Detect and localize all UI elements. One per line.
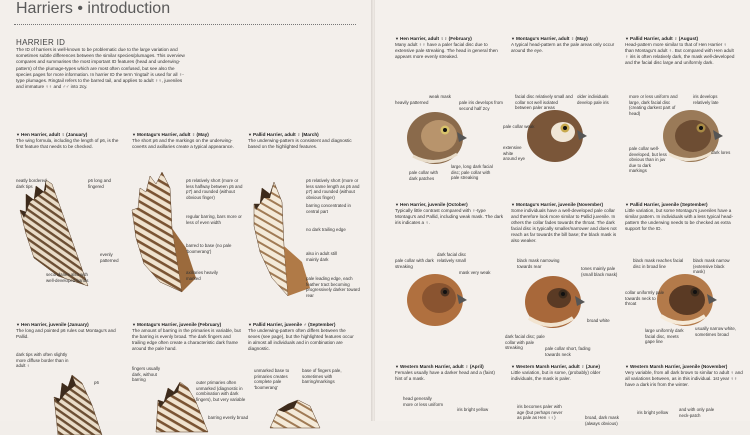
wing-illustration — [150, 382, 210, 432]
annotation: axillaries heavily marked — [186, 270, 218, 281]
annotation: mask very weak — [459, 270, 491, 275]
block-heading: ▼Western Marsh Harrier, adult ♀ (June) — [511, 364, 600, 369]
block-body: The short p6 and the markings on the underwing-coverts and axillaries create a typical appearance. — [132, 138, 234, 149]
left-page — [0, 0, 372, 421]
annotation: dark lores — [711, 150, 731, 155]
annotation: pale leading edge, each feather tract becoming progressively darker toward rear — [306, 276, 360, 298]
annotation: regular barring, bars more or less of even width — [186, 214, 242, 225]
block-heading: ▼Hen Harrier, juvenile (October) — [395, 202, 468, 207]
intro-paragraph: The ID of harriers is well-known to be problematic due to the large variation and sometimes subtle differences between the similar species/plumages. This overview compares and summarises the most important ID features (head and underwing-pattern) of the plumage-types which are most often confused, but see also the species pages for more information. In harrier ID the term 'ringtail' is used for all ♀-type plumages. Ringtail refers to the barred tail, and applies to adult ♀♀, juveniles and immature ♀♀ and ♂♂ into 2cy. — [16, 47, 185, 90]
annotation: facial disc relatively small and collar not well isolated between paler areas — [515, 94, 573, 111]
annotation: barring evenly broad — [208, 415, 249, 420]
block-body: Typically little contrast compared with ♀-type Montagu's and Pallid, including weak mask. The dark iris indicates a ♀. — [395, 208, 504, 225]
block-heading: ▼Montagu's Harrier, juvenile (February) — [132, 322, 222, 327]
harrier-head-illustration — [523, 270, 585, 332]
annotation: iris becomes paler with age (but perhaps never as pale as Hen ♀♀) — [517, 404, 563, 421]
annotation: p6 long and fingered — [88, 178, 111, 189]
wing-illustration — [52, 375, 112, 435]
block-heading: ▼Hen Harrier, adult ♀ (January) — [16, 132, 88, 137]
block-heading: ▼Pallid Harrier, adult ♀ (March) — [248, 132, 319, 137]
harrier-head-illustration — [405, 106, 467, 168]
block-body: Many adult ♀♀ have a paler facial disc due to extensive pale streaking. The head in general then appears more evenly streaked. — [395, 42, 498, 59]
block-body: Very variable, from all dark brown to similar to adult ♀ and all variations between, as in this individual. 1st year ♀♀ have a dark iris from the winter. — [625, 370, 743, 387]
annotation: broad white — [587, 318, 610, 323]
annotation: barring concentrated in central part — [306, 203, 351, 214]
annotation: secondaries also with well-developed bands — [46, 272, 89, 283]
annotation: pale collar weak — [503, 124, 535, 129]
annotation: iris develops relatively late — [693, 94, 719, 105]
annotation: evenly patterned — [100, 252, 119, 263]
block-heading: ▼Montagu's Harrier, juvenile (November) — [511, 202, 604, 207]
block-heading: ▼Hen Harrier, adult ♀♀ (February) — [395, 36, 472, 41]
annotation: broad, dark mask (always obvious) — [585, 415, 619, 426]
block-heading: ▼Western Marsh Harrier, adult ♀ (April) — [395, 364, 484, 369]
block-body: A typical head-pattern as the pale areas only occur around the eye. — [511, 42, 615, 53]
annotation: unmarked base to primaries creates complete pale 'boomerang' — [254, 368, 290, 390]
block-body: Females usually have a darker head and a (faint) hint of a mask. — [395, 370, 495, 381]
annotation: tones mainly pale (small black mask) — [581, 266, 618, 277]
annotation: black mask narrow (extensive black mask) — [693, 258, 730, 275]
annotation: head generally more or less uniform — [403, 396, 444, 407]
annotation: also in adult still mainly dark — [306, 251, 337, 262]
annotation: weak mask — [429, 94, 451, 99]
annotation: outer primaries often unmarked (diagnostic in combination with dark fingers), but very variable — [196, 380, 246, 402]
annotation: pale collar with dark streaking — [395, 258, 434, 269]
block-heading: ▼Pallid Harrier, adult ♀ (August) — [625, 36, 699, 41]
title-divider — [14, 24, 356, 25]
annotation: p6 relatively short (more or less halfway between p5 and p7) and rounded (without obvious finger) — [186, 178, 243, 200]
block-body: The underwing-pattern is consistent and diagnostic based on the highlighted features. — [248, 138, 352, 149]
annotation: older individuals develop pale iris — [577, 94, 609, 105]
annotation: dark tips with often slightly more diffuse border than in adult ♀ — [16, 352, 69, 369]
block-body: The underwing-pattern often differs between the sexes (see page), but the highlighted features occur in almost all individuals and in combination are diagnostic. — [248, 328, 354, 351]
block-heading: ▼Montagu's Harrier, adult ♀ (May) — [511, 36, 588, 41]
annotation: large, long dark facial disc; pale collar with pale streaking — [451, 164, 493, 181]
annotation: dark facial disc; pale collar with pale streaking — [505, 334, 545, 351]
wing-illustration — [264, 398, 324, 428]
harrier-head-illustration — [405, 268, 467, 330]
annotation: usually narrow white, sometimes broad — [695, 326, 736, 337]
annotation: black mask reaches facial disc in broad line — [633, 258, 684, 269]
block-heading: ▼Western Marsh Harrier, juvenile (November) — [625, 364, 728, 369]
annotation: base of fingers pale, sometimes with barring/markings — [302, 368, 342, 385]
block-body: Head-pattern more similar to that of Hen Harrier ♀ than Montagu's adult ♀. But compared with Hen adult ♀ iris is often relatively dark, the mask well-developed and the facial disc large and uniformly dark. — [625, 42, 735, 65]
annotation: iris bright yellow — [457, 407, 489, 412]
annotation: dark facial disc relatively small — [437, 252, 467, 263]
annotation: iris bright yellow — [637, 410, 669, 415]
block-body: Little variation, but in some, (probably) older individuals, the mask is paler. — [511, 370, 601, 381]
annotation: barred to base (no pale 'boomerang') — [186, 243, 232, 254]
annotation: extensive white around eye — [503, 145, 525, 162]
annotation: pale collar with dark patches — [409, 170, 439, 181]
block-heading: ▼Pallid Harrier, juvenile (September) — [625, 202, 708, 207]
annotation: more or less uniform and large, dark facial disc (creating darkest part of head) — [629, 94, 678, 116]
annotation: p6 relatively short (more or less same length as p5 and p7) and rounded (without obvious finger) — [306, 178, 360, 200]
block-heading: ▼Montagu's Harrier, adult ♀ (May) — [132, 132, 209, 137]
annotation: collar uniformly pale towards neck to throat — [625, 290, 665, 307]
block-body: The wing formula, including the length of p6, is the first feature that needs to be checked. — [16, 138, 119, 149]
block-heading: ▼Hen Harrier, juvenile (January) — [16, 322, 89, 327]
page-title: Harriers • introduction — [16, 0, 171, 17]
section-heading: HARRIER ID — [16, 38, 66, 47]
block-heading: ▼Pallid Harrier, juvenile ♂ (September) — [248, 322, 336, 327]
annotation: no dark trailing edge — [306, 227, 346, 232]
annotation: neatly bordered dark tips — [16, 178, 47, 189]
annotation: and with only pale neck-patch — [679, 407, 715, 418]
annotation: p6 — [94, 380, 99, 385]
annotation: black mask narrowing towards rear — [517, 258, 560, 269]
annotation: large uniformly dark facial disc, meets gape line — [645, 328, 684, 345]
right-page — [375, 0, 750, 426]
annotation: pale iris develops from second half 2cy — [459, 100, 503, 111]
annotation: pale collar short, fading towards neck — [545, 346, 591, 357]
block-body: Some individuals have a well-developed pale collar and therefore look more similar to Pallid juvenile. In others the collar fades towards the throat. The dark facial disc is typically smaller/narrower and does not reach as far towards the bill base; the black mask is also weaker. — [511, 208, 617, 243]
annotation: heavily patterned — [395, 100, 429, 105]
block-body: The amount of barring in the primaries is variable, but the barring is evenly broad. The dark fingers and trailing edge often create a characteristic dark frame around the pale hand. — [132, 328, 241, 351]
annotation: fingers usually dark, without barring — [132, 366, 161, 383]
block-body: Little variation, but some Montagu's juveniles have a similar pattern. In individuals with a less typical head-pattern the underwing needs to be checked as extra support for the ID. — [625, 208, 734, 231]
block-body: The long and pointed p6 rules out Montagu's and Pallid. — [16, 328, 116, 339]
annotation: pale collar well-developed, but less obvious than in juv due to dark markings — [629, 146, 667, 174]
harrier-head-illustration — [525, 104, 587, 166]
